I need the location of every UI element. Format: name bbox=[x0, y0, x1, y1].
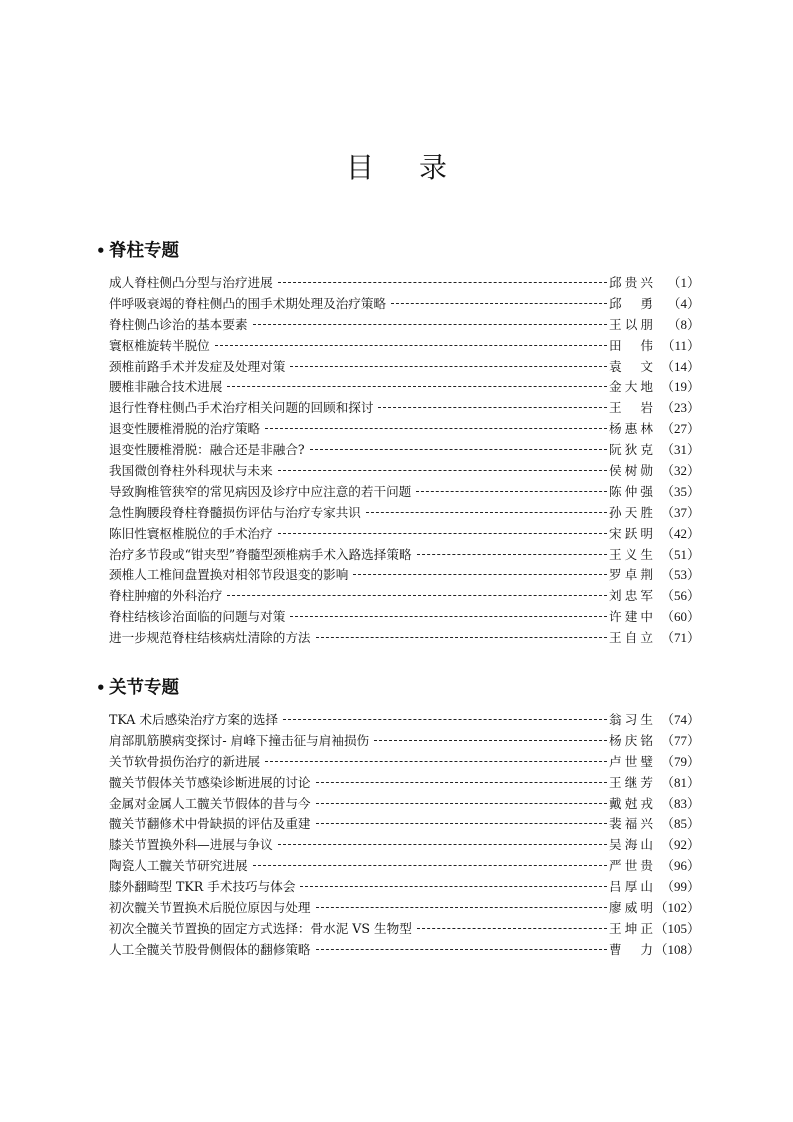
toc-entry-page: （92） bbox=[660, 837, 700, 853]
toc-entry-title: 导致胸椎管狭窄的常见病因及诊疗中应注意的若干问题 bbox=[109, 483, 412, 499]
leader-dashes bbox=[265, 428, 607, 429]
leader-dashes bbox=[227, 595, 607, 596]
toc-entry-page: （77） bbox=[660, 732, 700, 748]
toc-entry-author: 杨惠林 bbox=[609, 421, 653, 437]
toc-entry-author: 罗卓荆 bbox=[609, 567, 653, 583]
toc-entries bbox=[109, 708, 700, 959]
leader-dashes bbox=[316, 949, 608, 950]
toc-entry-page: （8） bbox=[667, 316, 700, 332]
leader-dashes bbox=[283, 719, 607, 720]
toc-entry bbox=[109, 355, 700, 376]
toc-entry-author: 田 伟 bbox=[609, 337, 653, 353]
toc-entry bbox=[109, 938, 700, 959]
leader-dashes bbox=[215, 345, 607, 346]
leader-dashes bbox=[290, 616, 607, 617]
page-title: 目 录 bbox=[346, 151, 465, 184]
toc-entry-page: （32） bbox=[660, 462, 700, 478]
leader-dashes bbox=[316, 803, 608, 804]
toc-entry-page: （79） bbox=[660, 753, 700, 769]
toc-entry-author: 王自立 bbox=[609, 630, 653, 646]
section-heading bbox=[96, 676, 700, 700]
leader-dashes bbox=[278, 844, 607, 845]
toc-entry-title: 初次全髋关节置换的固定方式选择：骨水泥 VS 生物型 bbox=[109, 920, 412, 936]
section-joint bbox=[96, 676, 700, 959]
toc-entry-title: 人工全髋关节股骨侧假体的翻修策略 bbox=[109, 941, 311, 957]
toc-entry-title: 脊柱肿瘤的外科治疗 bbox=[109, 588, 223, 604]
toc-entry-author: 王继芳 bbox=[609, 774, 653, 790]
leader-dashes bbox=[378, 407, 607, 408]
toc-entry-title: 陶瓷人工髋关节研究进展 bbox=[109, 858, 248, 874]
leader-dashes bbox=[227, 386, 607, 387]
toc-entry-title: 脊柱结核诊治面临的问题与对策 bbox=[109, 609, 286, 625]
toc-entry-page: （99） bbox=[660, 879, 700, 895]
leader-dashes bbox=[290, 366, 607, 367]
toc-entry-author: 王坤正 bbox=[609, 920, 653, 936]
toc-entry-page: （19） bbox=[660, 379, 700, 395]
leader-dashes bbox=[366, 512, 607, 513]
bullet-icon: • bbox=[96, 679, 106, 697]
toc-entry bbox=[109, 896, 700, 917]
toc-entry bbox=[109, 501, 700, 522]
toc-entry bbox=[109, 334, 700, 355]
toc-entry-author: 王以朋 bbox=[609, 316, 653, 332]
toc-entry-page: （51） bbox=[660, 546, 700, 562]
toc-entry-title: 退变性腰椎滑脱的治疗策略 bbox=[109, 421, 261, 437]
toc-entry-title: 颈椎人工椎间盘置换对相邻节段退变的影响 bbox=[109, 567, 349, 583]
toc-entry-page: （53） bbox=[660, 567, 700, 583]
leader-dashes bbox=[416, 491, 607, 492]
toc-entry-title: 初次髋关节置换术后脱位原因与处理 bbox=[109, 899, 311, 915]
toc-entry-author: 阮狄克 bbox=[609, 442, 653, 458]
toc-entry bbox=[109, 292, 700, 313]
toc-entry-page: （56） bbox=[660, 588, 700, 604]
toc-entry bbox=[109, 375, 700, 396]
toc-entry-title: 我国微创脊柱外科现状与未来 bbox=[109, 462, 273, 478]
toc-entry bbox=[109, 271, 700, 292]
toc-entry-author: 吕厚山 bbox=[609, 879, 653, 895]
toc-entry-title: TKA 术后感染治疗方案的选择 bbox=[109, 711, 278, 727]
toc-entry-page: （23） bbox=[660, 400, 700, 416]
toc-entry-title: 肩部肌筋膜病变探讨- 肩峰下撞击征与肩袖损伤 bbox=[109, 732, 370, 748]
toc-entry-title: 膝关节置换外科—进展与争议 bbox=[109, 837, 273, 853]
toc-entry-author: 曹 力 bbox=[609, 941, 653, 957]
toc-entry-title: 退行性脊柱侧凸手术治疗相关问题的回顾和探讨 bbox=[109, 400, 374, 416]
toc-entry-page: （105） bbox=[654, 920, 700, 936]
toc-entry bbox=[109, 729, 700, 750]
toc-entry bbox=[109, 417, 700, 438]
section-spine bbox=[96, 239, 700, 647]
toc-entry-author: 严世贵 bbox=[609, 858, 653, 874]
toc-entry-title: 急性胸腰段脊柱脊髓损伤评估与治疗专家共识 bbox=[109, 504, 361, 520]
toc-entry-page: （96） bbox=[660, 858, 700, 874]
toc-entry-page: （74） bbox=[660, 711, 700, 727]
leader-dashes bbox=[278, 470, 607, 471]
toc-entry-title: 进一步规范脊柱结核病灶清除的方法 bbox=[109, 630, 311, 646]
toc-entry-title: 髋关节假体关节感染诊断进展的讨论 bbox=[109, 774, 311, 790]
section-heading-text: 关节专题 bbox=[109, 678, 179, 698]
leader-dashes bbox=[300, 886, 607, 887]
toc-entry bbox=[109, 812, 700, 833]
toc-entry bbox=[109, 605, 700, 626]
toc-entry-page: （83） bbox=[660, 795, 700, 811]
toc-entry bbox=[109, 750, 700, 771]
toc-entry-title: 治疗多节段或“钳夹型”脊髓型颈椎病手术入路选择策略 bbox=[109, 546, 412, 562]
toc-entry-page: （4） bbox=[667, 295, 700, 311]
leader-dashes bbox=[316, 907, 608, 908]
toc-entry bbox=[109, 313, 700, 334]
toc-entry-page: （81） bbox=[660, 774, 700, 790]
toc-entry bbox=[109, 563, 700, 584]
leader-dashes bbox=[278, 282, 607, 283]
toc-entry-author: 袁 文 bbox=[609, 358, 653, 374]
toc-entry-author: 吴海山 bbox=[609, 837, 653, 853]
toc-entry-page: （71） bbox=[660, 630, 700, 646]
toc-entry-author: 杨庆铭 bbox=[609, 732, 653, 748]
toc-entry-author: 邱 勇 bbox=[609, 295, 653, 311]
toc-entry-page: （1） bbox=[667, 274, 700, 290]
leader-dashes bbox=[417, 928, 607, 929]
toc-entry-title: 关节软骨损伤治疗的新进展 bbox=[109, 753, 261, 769]
toc-entry-page: （42） bbox=[660, 525, 700, 541]
toc-entry-title: 腰椎非融合技术进展 bbox=[109, 379, 223, 395]
toc-entry-author: 卢世璧 bbox=[609, 753, 653, 769]
toc-entry bbox=[109, 854, 700, 875]
toc-entry-author: 翁习生 bbox=[609, 711, 653, 727]
toc-entry-author: 王 岩 bbox=[609, 400, 653, 416]
toc-entry bbox=[109, 833, 700, 854]
toc-entry-title: 成人脊柱侧凸分型与治疗进展 bbox=[109, 274, 273, 290]
toc-entry-page: （35） bbox=[660, 483, 700, 499]
toc-entry-page: （60） bbox=[660, 609, 700, 625]
toc-entry-page: （102） bbox=[654, 899, 700, 915]
toc-entry-page: （14） bbox=[660, 358, 700, 374]
toc-entry bbox=[109, 584, 700, 605]
leader-dashes bbox=[353, 574, 607, 575]
toc-entry-title: 退变性腰椎滑脱：融合还是非融合? bbox=[109, 442, 305, 458]
toc-entry bbox=[109, 917, 700, 938]
toc-entry bbox=[109, 522, 700, 543]
leader-dashes bbox=[316, 823, 608, 824]
toc-entry-title: 膝外翻畸型 TKR 手术技巧与体会 bbox=[109, 879, 296, 895]
toc-entry-title: 颈椎前路手术并发症及处理对策 bbox=[109, 358, 286, 374]
toc-entry-author: 戴尅戎 bbox=[609, 795, 653, 811]
toc-entry-page: （85） bbox=[660, 816, 700, 832]
toc-entry-author: 许建中 bbox=[609, 609, 653, 625]
toc-entry-author: 金大地 bbox=[609, 379, 653, 395]
leader-dashes bbox=[278, 533, 607, 534]
toc-entry-author: 侯树勋 bbox=[609, 462, 653, 478]
toc-entries bbox=[109, 271, 700, 647]
toc-entry-author: 廖威明 bbox=[609, 899, 653, 915]
toc-entry-page: （11） bbox=[661, 337, 700, 353]
leader-dashes bbox=[310, 449, 607, 450]
toc-entry bbox=[109, 396, 700, 417]
leader-dashes bbox=[374, 740, 607, 741]
leader-dashes bbox=[253, 324, 607, 325]
toc-entry-author: 陈仲强 bbox=[609, 483, 653, 499]
toc-entry-title: 伴呼吸衰竭的脊柱侧凸的围手术期处理及治疗策略 bbox=[109, 295, 387, 311]
toc-entry-page: （37） bbox=[660, 504, 700, 520]
toc-entry-author: 刘忠军 bbox=[609, 588, 653, 604]
toc-entry bbox=[109, 792, 700, 813]
leader-dashes bbox=[417, 554, 607, 555]
toc-entry bbox=[109, 875, 700, 896]
toc-entry bbox=[109, 480, 700, 501]
toc-entry-title: 金属对金属人工髋关节假体的昔与今 bbox=[109, 795, 311, 811]
toc-entry-title: 髋关节翻修术中骨缺损的评估及重建 bbox=[109, 816, 311, 832]
leader-dashes bbox=[265, 761, 607, 762]
toc-entry-title: 寰枢椎旋转半脱位 bbox=[109, 337, 210, 353]
toc-entry-author: 宋跃明 bbox=[609, 525, 653, 541]
section-heading bbox=[96, 239, 700, 263]
toc-entry bbox=[109, 626, 700, 647]
leader-dashes bbox=[253, 865, 607, 866]
toc-entry bbox=[109, 708, 700, 729]
leader-dashes bbox=[316, 637, 608, 638]
toc-entry-author: 邱贵兴 bbox=[609, 274, 653, 290]
toc-entry bbox=[109, 771, 700, 792]
leader-dashes bbox=[316, 782, 608, 783]
toc-entry-author: 孙天胜 bbox=[609, 504, 653, 520]
leader-dashes bbox=[391, 303, 607, 304]
toc-entry bbox=[109, 543, 700, 564]
toc-entry-page: （31） bbox=[660, 442, 700, 458]
toc-entry bbox=[109, 459, 700, 480]
toc-entry-title: 脊柱侧凸诊治的基本要素 bbox=[109, 316, 248, 332]
section-heading-text: 脊柱专题 bbox=[109, 241, 179, 261]
toc-entry-title: 陈旧性寰枢椎脱位的手术治疗 bbox=[109, 525, 273, 541]
toc-entry bbox=[109, 438, 700, 459]
toc-entry-author: 裴福兴 bbox=[609, 816, 653, 832]
toc-entry-author: 王义生 bbox=[609, 546, 653, 562]
toc-entry-page: （27） bbox=[660, 421, 700, 437]
toc-entry-page: （108） bbox=[654, 941, 700, 957]
bullet-icon: • bbox=[96, 242, 106, 260]
